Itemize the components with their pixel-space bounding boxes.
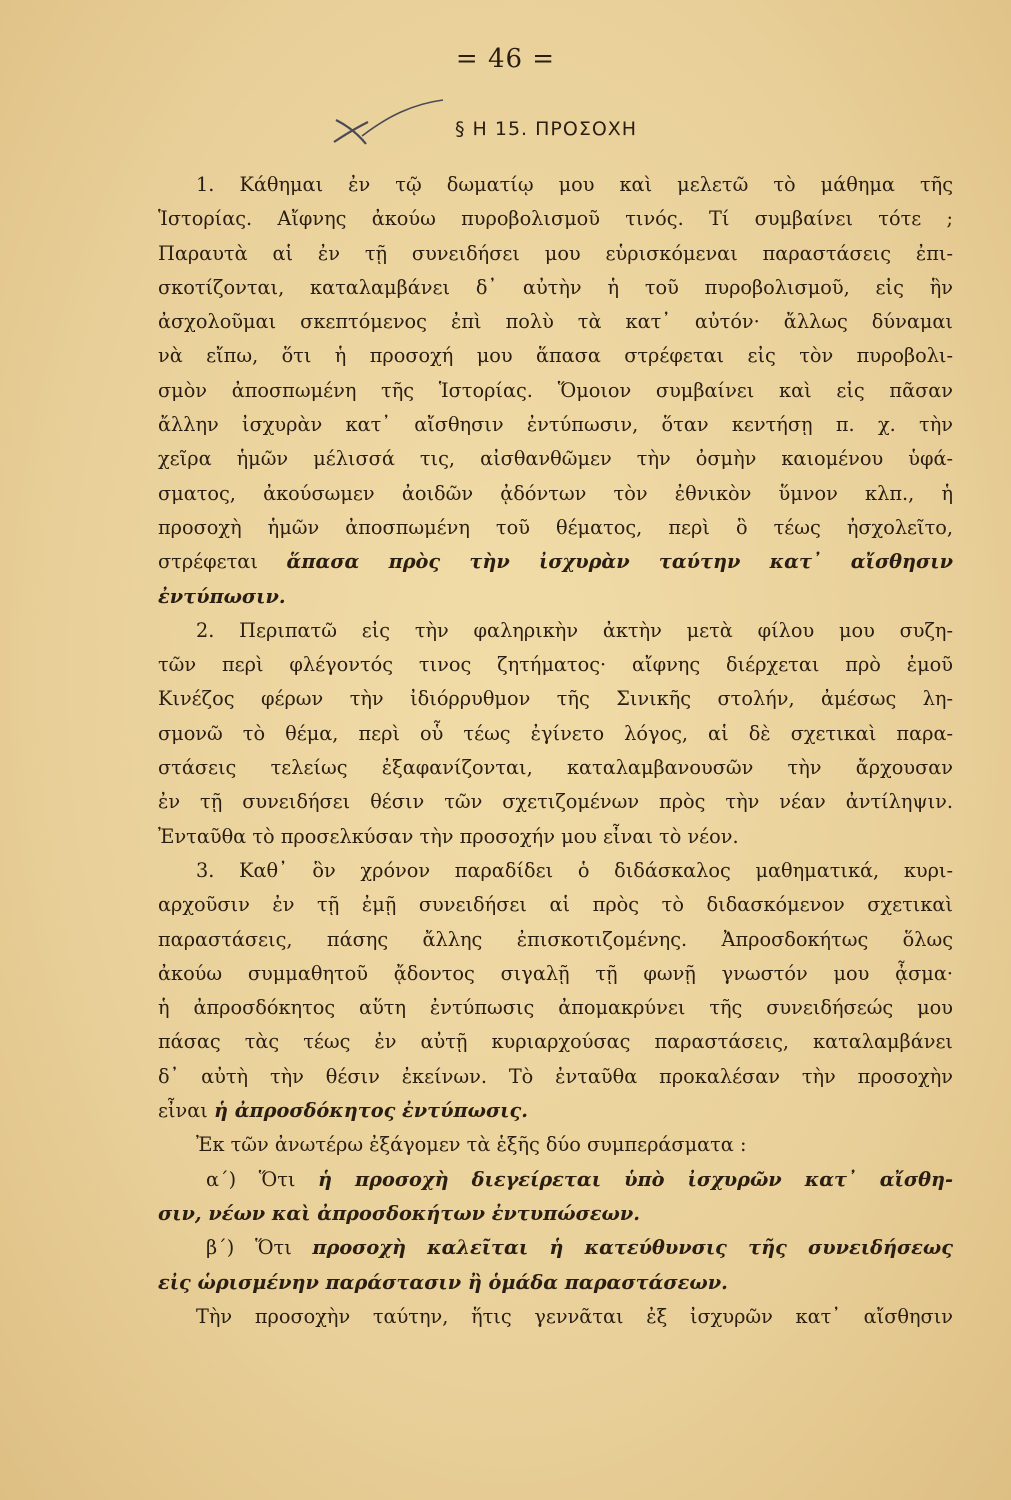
body-text [158, 168, 953, 1334]
text-line: σμὸν ἀποσπωμένη τῆς Ἱστορίας. Ὅμοιον συμβαίνει καὶ εἰς πᾶσαν [158, 378, 953, 402]
text-line: στάσεις τελείως ἐξαφανίζονται, καταλαμβανουσῶν τὴν ἄρχουσαν [158, 756, 953, 780]
text-line: ἡ ἀπροσδόκητος αὕτη ἐντύπωσις ἀπομακρύνει τῆς συνειδήσεώς μου [158, 996, 953, 1020]
text-line: Παραυτὰ αἱ ἐν τῇ συνειδήσει μου εὑρισκόμεναι παραστάσεις ἐπι- [158, 241, 953, 265]
emphasis-text: ἡ προσοχὴ διεγείρεται ὑπὸ ἰσχυρῶν κατ᾿ αἴσθη- [317, 1167, 953, 1191]
text-line: Ἐνταῦθα τὸ προσελκύσαν τὴν προσοχήν μου εἶναι τὸ νέον. [158, 824, 739, 848]
text-line: ἀσχολοῦμαι σκεπτόμενος ἐπὶ πολὺ τὰ κατ᾿ αὐτόν· ἄλλως δύναμαι [158, 310, 953, 334]
section-heading [455, 118, 637, 140]
text-line: 1. Κάθημαι ἐν τῷ δωματίῳ μου καὶ μελετῶ τὸ μάθημα τῆς [196, 173, 953, 196]
text-line: εἰς ὡρισμένην παράστασιν ἢ ὁμάδα παραστάσεων. [158, 1270, 728, 1294]
section-symbol: § [455, 118, 466, 140]
text-line: ἀκούω συμμαθητοῦ ᾄδοντος σιγαλῇ τῇ φωνῇ γνωστόν μου ᾆσμα· [158, 961, 953, 985]
text-line: σκοτίζονται, καταλαμβάνει δ᾿ αὐτὴν ἡ τοῦ πυροβολισμοῦ, εἰς ἣν [158, 275, 953, 299]
text-line: 3. Καθ᾿ ὃν χρόνον παραδίδει ὁ διδάσκαλος μαθηματικά, κυρι- [196, 858, 953, 882]
text-line: ἐντύπωσιν. [158, 584, 286, 608]
text-line: στρέφεται ἅπασα πρὸς τὴν ἰσχυρὰν ταύτην κατ᾿ αἴσθησιν [158, 550, 953, 574]
emphasis-text: ἅπασα πρὸς τὴν ἰσχυρὰν ταύτην κατ᾿ αἴσθησιν [286, 550, 953, 574]
text-line: Κινέζος φέρων τὴν ἰδιόρρυθμον τῆς Σινικῆς στολήν, ἀμέσως λη- [158, 687, 953, 711]
text-line: χεῖρα ἡμῶν μέλισσά τις, αἰσθανθῶμεν τὴν ὀσμὴν καιομένου ὑφά- [158, 447, 953, 471]
text-line: Τὴν προσοχὴν ταύτην, ἥτις γεννᾶται ἐξ ἰσχυρῶν κατ᾿ αἴσθησιν [196, 1304, 953, 1328]
text-line: εἶναι ἡ ἀπροσδόκητος ἐντύπωσις. [158, 1099, 528, 1123]
text-line: νὰ εἴπω, ὅτι ἡ προσοχή μου ἅπασα στρέφεται εἰς τὸν πυροβολι- [158, 344, 953, 368]
emphasis-text: προσοχὴ καλεῖται ἡ κατεύθυνσις τῆς συνειδήσεως [312, 1236, 953, 1260]
text-line: α΄) Ὅτι ἡ προσοχὴ διεγείρεται ὑπὸ ἰσχυρῶν κατ᾿ αἴσθη- [206, 1167, 953, 1191]
section-title: Η 15. ΠΡΟΣΟΧΗ [472, 118, 638, 140]
text-line: αρχοῦσιν ἐν τῇ ἐμῇ συνειδήσει αἱ πρὸς τὸ διδασκόμενον σχετικαὶ [158, 893, 953, 917]
emphasis-text: ἡ ἀπροσδόκητος ἐντύπωσις. [213, 1099, 528, 1123]
text-line: ἄλλην ἰσχυρὰν κατ᾿ αἴσθησιν ἐντύπωσιν, ὅταν κεντήσῃ π. χ. τὴν [158, 413, 953, 437]
page-number: = 46 = [455, 44, 556, 74]
text-line: προσοχὴ ἡμῶν ἀποσπωμένη τοῦ θέματος, περὶ ὃ τέως ἠσχολεῖτο, [158, 515, 953, 539]
text-line: Ἐκ τῶν ἀνωτέρω ἐξάγομεν τὰ ἑξῆς δύο συμπεράσματα : [196, 1133, 747, 1157]
text-line: β΄) Ὅτι προσοχὴ καλεῖται ἡ κατεύθυνσις τῆς συνειδήσεως [206, 1236, 953, 1260]
text-line: δ᾿ αὐτὴ τὴν θέσιν ἐκείνων. Τὸ ἐνταῦθα προκαλέσαν τὴν προσοχὴν [158, 1064, 953, 1088]
pencil-check-mark-icon [328, 96, 448, 148]
text-line: τῶν περὶ φλέγοντός τινος ζητήματος· αἴφνης διέρχεται πρὸ ἐμοῦ [158, 653, 953, 677]
text-line: πάσας τὰς τέως ἐν αὐτῇ κυριαρχούσας παραστάσεις, καταλαμβάνει [158, 1030, 953, 1054]
text-line: σμονῶ τὸ θέμα, περὶ οὗ τέως ἐγίνετο λόγος, αἱ δὲ σχετικαὶ παρα- [158, 721, 953, 745]
text-line: σματος, ἀκούσωμεν ἀοιδῶν ᾀδόντων τὸν ἐθνικὸν ὕμνον κλπ., ἡ [158, 481, 953, 505]
text-line: Ἱστορίας. Αἴφνης ἀκούω πυροβολισμοῦ τινός. Τί συμβαίνει τότε ; [158, 207, 953, 231]
text-line: σιν, νέων καὶ ἀπροσδοκήτων ἐντυπώσεων. [158, 1201, 641, 1225]
text-line: ἐν τῇ συνειδήσει θέσιν τῶν σχετιζομένων πρὸς τὴν νέαν ἀντίληψιν. [158, 790, 953, 814]
text-line: 2. Περιπατῶ εἰς τὴν φαληρικὴν ἀκτὴν μετὰ φίλου μου συζη- [196, 618, 953, 642]
text-line: παραστάσεις, πάσης ἄλλης ἐπισκοτιζομένης. Ἀπροσδοκήτως ὅλως [158, 927, 953, 951]
